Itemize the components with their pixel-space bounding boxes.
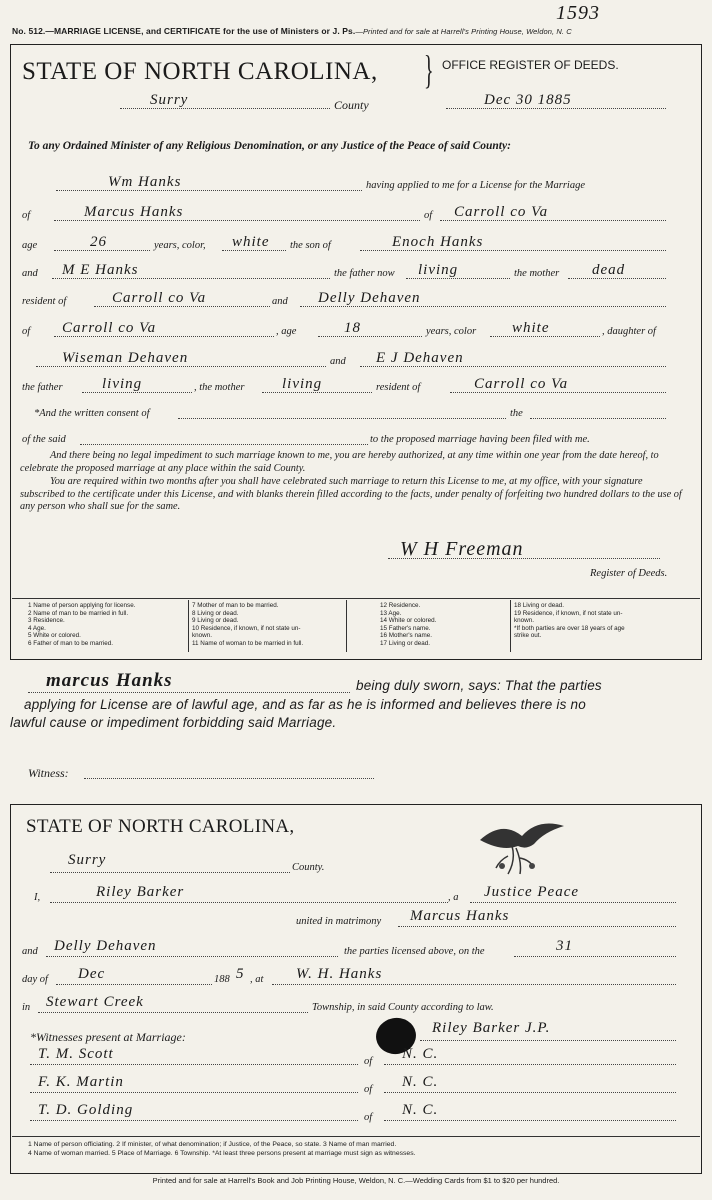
of-label-3: of — [22, 326, 31, 337]
consent-field[interactable] — [178, 404, 506, 419]
legend-divider — [12, 598, 700, 599]
legend-item: 4 Age. — [28, 624, 46, 632]
bride-parents-residence: Carroll co Va — [474, 376, 569, 392]
legend-item: 3 Residence. — [28, 617, 65, 625]
groom-mother: M E Hanks — [62, 262, 139, 278]
bride-father-status: living — [102, 376, 143, 392]
legend-item: 8 Living or dead. — [192, 609, 239, 617]
witness-of-label: of — [364, 1112, 373, 1123]
in-label: in — [22, 1002, 31, 1013]
years-color-label-2: years, color — [426, 326, 477, 337]
legend-item: 19 Residence, if known, if not state un- — [514, 609, 623, 617]
legend-item: 6 Father of man to be married. — [28, 639, 114, 647]
record-number: 1593 — [556, 2, 600, 24]
legend-item: known. — [192, 632, 212, 640]
and-label-3: and — [330, 356, 346, 367]
groom-father: Enoch Hanks — [392, 234, 484, 250]
township-value: Stewart Creek — [46, 994, 144, 1010]
legend-separator — [510, 600, 511, 652]
officiant-title: Justice Peace — [484, 884, 580, 900]
day-value: 31 — [556, 938, 573, 954]
legend-separator — [346, 600, 347, 652]
father-now-label: the father now — [334, 268, 395, 279]
applicant-name: Wm Hanks — [108, 174, 182, 190]
of-the-said-label: of the said — [22, 434, 66, 445]
affiant-name: marcus Hanks — [46, 670, 173, 691]
parties-label: the parties licensed above, on the — [344, 946, 485, 957]
witness-residence: N. C. — [402, 1046, 439, 1062]
mother-label: the mother — [514, 268, 560, 279]
groom-father-status: living — [418, 262, 459, 278]
witness-residence: N. C. — [402, 1102, 439, 1118]
eagle-emblem-icon — [472, 810, 568, 878]
legend-item: 11 Name of woman to be married in full. — [192, 639, 304, 647]
legend-item: 1 Name of person applying for license. — [28, 602, 136, 609]
of-the-said-field[interactable] — [80, 430, 368, 445]
and-label: and — [22, 268, 38, 279]
legend-item: known. — [514, 617, 534, 625]
groom-parents-residence: Carroll co Va — [112, 290, 207, 306]
witness-name: T. D. Golding — [38, 1102, 134, 1118]
oath-line-3: lawful cause or impediment forbidding said Marriage. — [10, 715, 337, 730]
mother-label-2: , the mother — [194, 382, 245, 393]
bride-age-field[interactable] — [318, 322, 422, 337]
cert-bride: Delly Dehaven — [54, 938, 157, 954]
legend-item: 9 Living or dead. — [192, 617, 239, 625]
cert-and-label: and — [22, 946, 38, 957]
form-header-printer: —Printed and for sale at Harrell's Printing House, Weldon, N. C — [355, 27, 572, 36]
bride-age: 18 — [344, 320, 361, 336]
township-label: Township, in said County according to law. — [312, 1002, 494, 1013]
bride-name: Delly Dehaven — [318, 290, 421, 306]
legend-col-2 — [192, 602, 303, 648]
legend-col-1 — [28, 602, 135, 648]
cert-legend-divider — [12, 1136, 700, 1137]
cert-county-value: Surry — [68, 852, 107, 868]
office-register: OFFICE REGISTER OF DEEDS. — [442, 58, 619, 72]
county-label: County — [334, 98, 369, 112]
witness-name: T. M. Scott — [38, 1046, 114, 1062]
applicant-field[interactable] — [56, 176, 362, 191]
legend-item: 17 Living or dead. — [380, 639, 431, 647]
groom-residence: Carroll co Va — [454, 204, 549, 220]
father-label: the father — [22, 382, 63, 393]
day-of-label: day of — [22, 974, 48, 985]
i-label: I, — [34, 892, 41, 903]
register-signature: W H Freeman — [400, 538, 524, 560]
oath-witness-field[interactable] — [84, 764, 374, 779]
legend-item: 14 White or colored. — [380, 617, 437, 625]
united-label: united in matrimony — [296, 916, 382, 927]
age-label-2: , age — [276, 326, 297, 337]
legend-col-3 — [380, 602, 436, 648]
witness-label: Witness: — [28, 766, 69, 780]
cert-legend — [28, 1140, 415, 1158]
legend-item: 12 Residence. — [380, 602, 421, 609]
of-label-2: of — [424, 210, 433, 221]
bride-mother-status: living — [282, 376, 323, 392]
consent-label: *And the written consent of — [34, 408, 150, 419]
consent-tail: to the proposed marriage having been filed with me. — [370, 434, 590, 445]
oath-line-1: being duly sworn, says: That the parties — [356, 678, 602, 693]
resident-label-2: resident of — [376, 382, 421, 393]
cert-groom: Marcus Hanks — [410, 908, 510, 924]
applying-label: having applied to me for a License for the Marriage — [366, 180, 586, 191]
legend-separator — [188, 600, 189, 652]
groom-color: white — [232, 234, 270, 250]
witness-of-label: of — [364, 1084, 373, 1095]
month-value: Dec — [78, 966, 106, 982]
at-label: , at — [250, 974, 264, 985]
register-label: Register of Deeds. — [590, 568, 668, 579]
year-value: 5 — [236, 966, 245, 982]
witness-name: F. K. Martin — [38, 1074, 124, 1090]
legend-item: 5 White or colored. — [28, 632, 81, 640]
resident-label: resident of — [22, 296, 67, 307]
return-requirement-paragraph: You are required within two months after you shall have celebrated such marriage to return this License to me, at my office, with your signature subscribed to the certificate under this License, and with blanks therein filled according to the facts, under penalty of forfeiting two hundred dollars to the use of any person who shall sue for the same. — [20, 476, 682, 512]
the-label: the — [510, 408, 523, 419]
officiant-signature: Riley Barker J.P. — [432, 1020, 551, 1036]
legend-item: 13 Age. — [380, 609, 402, 617]
legend-item: strike out. — [514, 632, 542, 640]
print-footer: Printed and for sale at Harrell's Book and Job Printing House, Weldon, N. C.—Wedding Cards from $1 to $20 per hundred. — [152, 1176, 560, 1185]
groom-mother-status: dead — [592, 262, 626, 278]
legend-item: 16 Mother's name. — [380, 632, 432, 640]
county-value: Surry — [150, 92, 189, 108]
legend-item: *If both parties are over 18 years of age — [514, 624, 625, 632]
legend-item: 10 Residence, if known, if not state un- — [192, 624, 301, 632]
day-field[interactable] — [514, 942, 676, 957]
form-header-title: No. 512.—MARRIAGE LICENSE, and CERTIFICATE for the use of Ministers or J. Ps. — [12, 26, 356, 36]
license-state-title: STATE OF NORTH CAROLINA, — [22, 58, 378, 85]
groom-name: Marcus Hanks — [84, 204, 184, 220]
form-header — [12, 26, 572, 36]
of-label: of — [22, 210, 31, 221]
and-label-2: and — [272, 296, 288, 307]
a-label: , a — [448, 892, 459, 903]
years-color-label: years, color, — [154, 240, 206, 251]
cert-county-label: County. — [292, 862, 325, 873]
address-line: To any Ordained Minister of any Religious Denomination, or any Justice of the Peace of said County: — [28, 140, 511, 152]
bride-residence: Carroll co Va — [62, 320, 157, 336]
age-label: age — [22, 240, 38, 251]
legend-item: 7 Mother of man to be married. — [192, 602, 279, 609]
authorization-paragraph: And there being no legal impediment to such marriage known to me, you are hereby authorized, at any time within one year from the date hereof, to celebrate the proposed marriage at any place within the said County. — [20, 450, 659, 474]
witnesses-label: *Witnesses present at Marriage: — [30, 1030, 186, 1044]
legend-item: 18 Living or dead. — [514, 602, 565, 609]
groom-age: 26 — [90, 234, 107, 250]
bride-father: Wiseman Dehaven — [62, 350, 189, 366]
bride-color: white — [512, 320, 550, 336]
bride-mother: E J Dehaven — [376, 350, 464, 366]
certificate-state-title: STATE OF NORTH CAROLINA, — [26, 816, 295, 837]
legend-item: 2 Name of man to be married in full. — [28, 609, 129, 617]
place-value: W. H. Hanks — [296, 966, 383, 982]
consent-relation-field[interactable] — [530, 404, 666, 419]
cert-legend-line: 1 Name of person officiating. 2 If minister, of what denomination; if Justice, of the Peace, so state. 3 Name of man married. — [28, 1141, 397, 1148]
oath-line-2: applying for License are of lawful age, and as far as he is informed and believes there is no — [24, 697, 586, 712]
son-of-label: the son of — [290, 240, 331, 251]
date-value: Dec 30 1885 — [484, 92, 572, 108]
daughter-label: , daughter of — [602, 326, 656, 337]
cert-legend-line: 4 Name of woman married. 5 Place of Marriage. 6 Township. *At least three persons present at marriage must sign as witnesses. — [28, 1150, 416, 1157]
header-brace: } — [424, 47, 434, 92]
officiant-name: Riley Barker — [96, 884, 185, 900]
legend-col-4 — [514, 602, 625, 640]
witness-of-label: of — [364, 1056, 373, 1067]
witness-residence: N. C. — [402, 1074, 439, 1090]
year-label: 188 — [214, 974, 230, 985]
legend-item: 15 Father's name. — [380, 624, 431, 632]
